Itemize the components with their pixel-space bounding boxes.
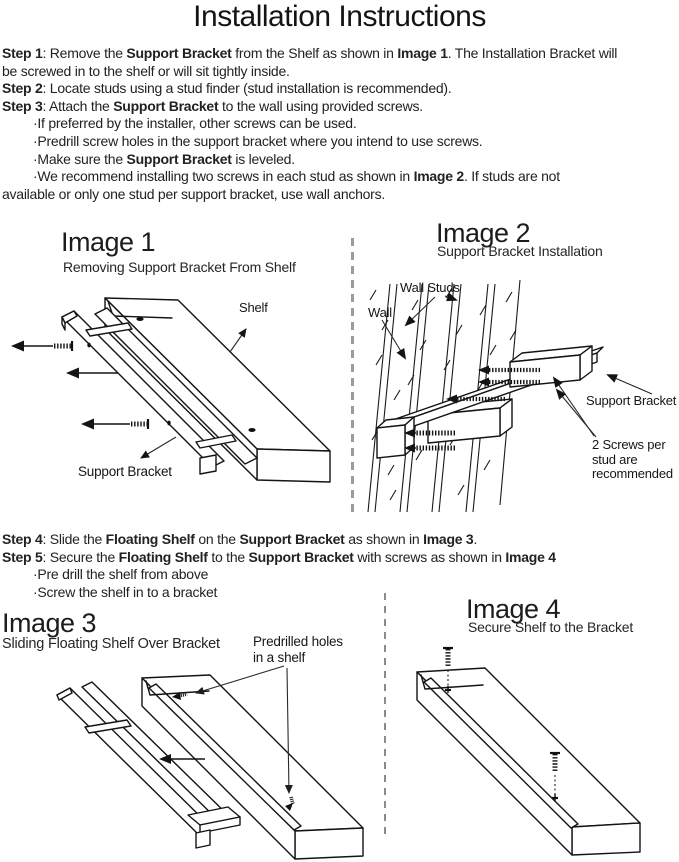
- figure-1-diagram: [0, 285, 352, 520]
- figure-1-title: Image 1: [61, 227, 156, 257]
- figure-2-subtitle: Support Bracket Installation: [437, 243, 603, 259]
- floating-shelf-drawing: [417, 668, 640, 855]
- wall-studs-label: Wall Studs: [400, 280, 460, 295]
- figure-1-subtitle: Removing Support Bracket From Shelf: [63, 259, 296, 275]
- figure-3-diagram: [0, 625, 385, 862]
- support-bracket-label: Support Bracket: [586, 393, 677, 408]
- screws-note-line-2: stud are: [592, 452, 638, 467]
- steps-block-bottom: [2, 531, 679, 601]
- predrilled-holes-label-line-1: Predrilled holes: [253, 634, 343, 649]
- wall-label: Wall: [368, 305, 392, 320]
- step-4-line: Step 4: Slide the Floating Shelf on the Support Bracket as shown in Image 3.: [2, 531, 478, 547]
- figure-2-diagram: [360, 270, 679, 520]
- step-3-bullet-1: ·If preferred by the installer, other screws can be used.: [33, 115, 357, 132]
- figure-2-title: Image 2: [436, 218, 531, 248]
- step-5-bullet-2: ·Screw the shelf in to a bracket: [33, 583, 218, 600]
- bracket-block-upper: [510, 346, 592, 387]
- figure-4-title: Image 4: [466, 594, 561, 624]
- predrilled-holes-label-line-2: in a shelf: [253, 650, 306, 665]
- screws-note-line-3: recommended: [592, 466, 673, 481]
- step-2-line: Step 2: Locate studs using a stud finder (stud installation is recommended).: [2, 80, 452, 97]
- step-3-line: Step 3: Attach the Support Bracket to the wall using provided screws.: [2, 97, 423, 114]
- support-bracket-label: Support Bracket: [78, 464, 172, 479]
- steps-block-top: [2, 45, 679, 203]
- shelf-label: Shelf: [239, 300, 268, 315]
- step-3-bullet-4-continuation: available or only one stud per support bracket, use wall anchors.: [2, 185, 385, 202]
- step-3-bullet-2: ·Predrill screw holes in the support bracket where you intend to use screws.: [33, 132, 483, 149]
- figure-3-title: Image 3: [2, 608, 97, 638]
- figure-4-diagram: [395, 640, 679, 862]
- figure-3-subtitle: Sliding Floating Shelf Over Bracket: [2, 636, 220, 652]
- step-5-bullet-1: ·Pre drill the shelf from above: [33, 566, 209, 583]
- step-5-line: Step 5: Secure the Floating Shelf to the Support Bracket with screws as shown in Image 4: [2, 548, 556, 565]
- step-3-bullet-3: ·Make sure the Support Bracket is leveled.: [33, 150, 295, 167]
- rail-end-cube: [377, 417, 414, 458]
- step-3-bullet-4: ·We recommend installing two screws in each stud as shown in Image 2. If studs are not: [33, 168, 560, 185]
- figure-4-subtitle: Secure Shelf to the Bracket: [468, 619, 634, 635]
- screws-note-line-1: 2 Screws per: [592, 437, 666, 452]
- page-title: Installation Instructions: [193, 0, 486, 33]
- step-1-continuation: be screwed in to the shelf or will sit tightly inside.: [2, 62, 290, 79]
- removal-arrows-and-screws: [13, 341, 148, 429]
- step-1-line: Step 1: Remove the Support Bracket from the Shelf as shown in Image 1. The Installation Bracket will: [2, 45, 618, 61]
